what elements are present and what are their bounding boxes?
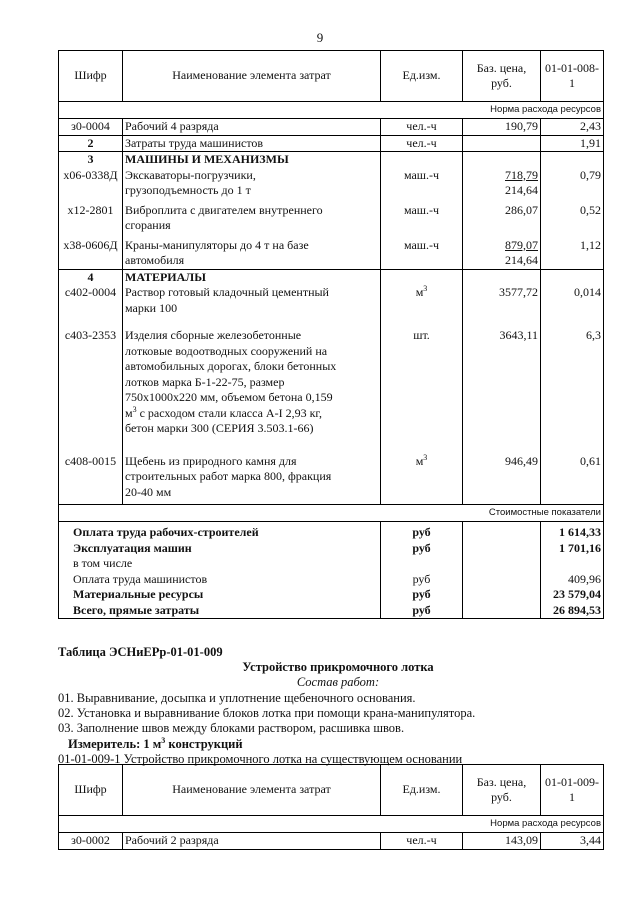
row-code: х12-2801 bbox=[59, 199, 123, 234]
row-unit: шт. bbox=[381, 316, 463, 437]
header-norm-code: 01-01-008-1 bbox=[541, 51, 604, 102]
row-name: Краны-манипуляторы до 4 т на базе bbox=[125, 237, 309, 252]
row-unit: $м^3$ bbox=[381, 285, 463, 316]
row-code: с408-0015 bbox=[59, 437, 123, 505]
row-price: 286,07 bbox=[463, 199, 541, 234]
resource-table-2 bbox=[58, 764, 604, 850]
row-code: з0-0002 bbox=[59, 833, 123, 850]
summary-row bbox=[59, 522, 604, 541]
row-unit: маш.-ч bbox=[381, 199, 463, 234]
composition-title: Состав работ: bbox=[296, 675, 380, 689]
resource-table-1 bbox=[58, 50, 604, 619]
table-row bbox=[59, 285, 604, 316]
row-code: 2 bbox=[59, 135, 123, 152]
summary-label: в том числе bbox=[59, 556, 381, 572]
cost-label: Стоимостные показатели bbox=[59, 505, 604, 522]
header-unit: Ед.изм. bbox=[381, 765, 463, 816]
summary-label: Всего, прямые затраты bbox=[59, 603, 381, 619]
summary-label: Оплата труда машинистов bbox=[59, 572, 381, 588]
row-name: Рабочий 4 разряда bbox=[123, 119, 381, 136]
summary-label: Эксплуатация машин bbox=[59, 541, 381, 557]
row-value: 1,91 bbox=[541, 135, 604, 152]
summary-unit: руб bbox=[381, 603, 463, 619]
row-price: 143,09 bbox=[463, 833, 541, 850]
summary-unit: руб bbox=[381, 572, 463, 588]
section-row bbox=[59, 152, 604, 168]
row-price: 3643,11 bbox=[463, 316, 541, 437]
row-value: 6,3 bbox=[541, 316, 604, 437]
row-unit: $м^3$ bbox=[381, 437, 463, 505]
table-row bbox=[59, 316, 604, 437]
row-code: с402-0004 bbox=[59, 285, 123, 316]
row-name-cont: автомобильных дорогах, блоки бетонных bbox=[125, 359, 337, 373]
header-unit: Ед.изм. bbox=[381, 51, 463, 102]
row-name: Раствор готовый кладочный цементный bbox=[125, 285, 329, 299]
row-unit: чел.-ч bbox=[381, 833, 463, 850]
row-value: 0,014 bbox=[541, 285, 604, 316]
header-code: Шифр bbox=[59, 765, 123, 816]
row-unit: маш.-ч bbox=[381, 168, 463, 199]
row-name-cont: лотковые водоотводных сооружений на bbox=[125, 343, 328, 358]
row-value: 0,61 bbox=[541, 437, 604, 505]
row-name-cont: бетон марки 300 (СЕРИЯ 3.503.1-66) bbox=[125, 421, 314, 435]
row-price-operator: 214,64 bbox=[505, 183, 538, 197]
row-name: Виброплита с двигателем внутреннего bbox=[125, 202, 323, 217]
row-value: 1,12 bbox=[541, 234, 604, 270]
row-name: Рабочий 2 разряда bbox=[123, 833, 381, 850]
work-item: 03. Заполнение швов между блоками раствором, расшивка швов. bbox=[58, 721, 405, 735]
page-number: 9 bbox=[316, 30, 324, 45]
summary-value: 26 894,53 bbox=[541, 603, 604, 619]
summary-value: 409,96 bbox=[541, 572, 604, 588]
row-name: Изделия сборные железобетонные bbox=[125, 328, 302, 342]
summary-unit: руб bbox=[381, 541, 463, 557]
row-price: 190,79 bbox=[463, 119, 541, 136]
row-price bbox=[463, 135, 541, 152]
row-price: 3577,72 bbox=[463, 285, 541, 316]
row-name-cont: грузоподъемность до 1 т bbox=[125, 183, 251, 197]
row-price-operator: 214,64 bbox=[505, 253, 538, 267]
header-price: Баз. цена, руб. bbox=[463, 51, 541, 102]
table-row bbox=[59, 135, 604, 152]
header-norm-code: 01-01-009-1 bbox=[541, 765, 604, 816]
row-code: х06-0338Д bbox=[59, 168, 123, 199]
table-row bbox=[59, 234, 604, 270]
row-name: Затраты труда машинистов bbox=[123, 135, 381, 152]
summary-value: 1 614,33 bbox=[541, 522, 604, 541]
summary-unit: руб bbox=[381, 587, 463, 603]
header-name: Наименование элемента затрат bbox=[123, 765, 381, 816]
header-name: Наименование элемента затрат bbox=[123, 51, 381, 102]
table-row bbox=[59, 437, 604, 505]
table-row bbox=[59, 833, 604, 850]
section-name: МАТЕРИАЛЫ bbox=[123, 269, 381, 285]
summary-value: 23 579,04 bbox=[541, 587, 604, 603]
row-unit: маш.-ч bbox=[381, 234, 463, 270]
row-price: 946,49 bbox=[463, 437, 541, 505]
norm-label: Норма расхода ресурсов bbox=[59, 102, 604, 119]
section-name: МАШИНЫ И МЕХАНИЗМЫ bbox=[123, 152, 381, 168]
row-code: с403-2353 bbox=[59, 316, 123, 437]
row-value: 3,44 bbox=[541, 833, 604, 850]
summary-row bbox=[59, 603, 604, 619]
work-item: 02. Установка и выравнивание блоков лотка при помощи крана-манипулятора. bbox=[58, 706, 476, 720]
row-unit: чел.-ч bbox=[381, 135, 463, 152]
norm-label: Норма расхода ресурсов bbox=[59, 816, 604, 833]
section-row bbox=[59, 269, 604, 285]
summary-label: Оплата труда рабочих-строителей bbox=[59, 522, 381, 541]
table-row bbox=[59, 199, 604, 234]
meter-label: Измеритель: 1 $м^3$ конструкций bbox=[68, 735, 243, 751]
row-unit: чел.-ч bbox=[381, 119, 463, 136]
table-header-row bbox=[59, 51, 604, 102]
row-name-cont: 750х1000х220 мм, объемом бетона 0,159 bbox=[125, 390, 333, 404]
section-code: 3 bbox=[59, 152, 123, 168]
row-value: 0,79 bbox=[541, 168, 604, 199]
row-value: 0,52 bbox=[541, 199, 604, 234]
row-price: 718,79 bbox=[505, 167, 538, 182]
table-header-row bbox=[59, 765, 604, 816]
row-code: з0-0004 bbox=[59, 119, 123, 136]
row-name-cont: автомобиля bbox=[125, 253, 185, 267]
row-name-cont: 20-40 мм bbox=[125, 484, 172, 499]
section-title: Устройство прикромочного лотка bbox=[242, 660, 434, 674]
row-price: 879,07 bbox=[505, 237, 538, 252]
summary-row bbox=[59, 587, 604, 603]
summary-row bbox=[59, 556, 604, 572]
summary-value: 1 701,16 bbox=[541, 541, 604, 557]
table-row bbox=[59, 119, 604, 136]
section-code: 4 bbox=[59, 269, 123, 285]
summary-unit: руб bbox=[381, 522, 463, 541]
summary-row bbox=[59, 541, 604, 557]
table-title: Таблица ЭСНиЕРр-01-01-009 bbox=[58, 645, 223, 659]
row-value: 2,43 bbox=[541, 119, 604, 136]
row-name-cont: $м^3$ с расходом стали класса A-I 2,93 кг, bbox=[125, 404, 322, 420]
work-item: 01. Выравнивание, досыпка и уплотнение щебеночного основания. bbox=[58, 691, 416, 705]
summary-row bbox=[59, 572, 604, 588]
row-name-cont: сгорания bbox=[125, 218, 171, 232]
row-name-cont: лотков марка Б-1-22-75, размер bbox=[125, 374, 285, 389]
summary-label: Материальные ресурсы bbox=[59, 587, 381, 603]
row-name: Щебень из природного камня для bbox=[125, 453, 297, 468]
header-code: Шифр bbox=[59, 51, 123, 102]
row-name: Экскаваторы-погрузчики, bbox=[125, 167, 256, 182]
description: 01-01-009-1 Устройство прикромочного лотка на существующем основании bbox=[58, 752, 463, 766]
row-name-cont: марки 100 bbox=[125, 300, 178, 315]
table-row bbox=[59, 168, 604, 199]
header-price: Баз. цена, руб. bbox=[463, 765, 541, 816]
row-name-cont: строительных работ марка 800, фракция bbox=[125, 469, 332, 483]
row-code: х38-0606Д bbox=[59, 234, 123, 270]
